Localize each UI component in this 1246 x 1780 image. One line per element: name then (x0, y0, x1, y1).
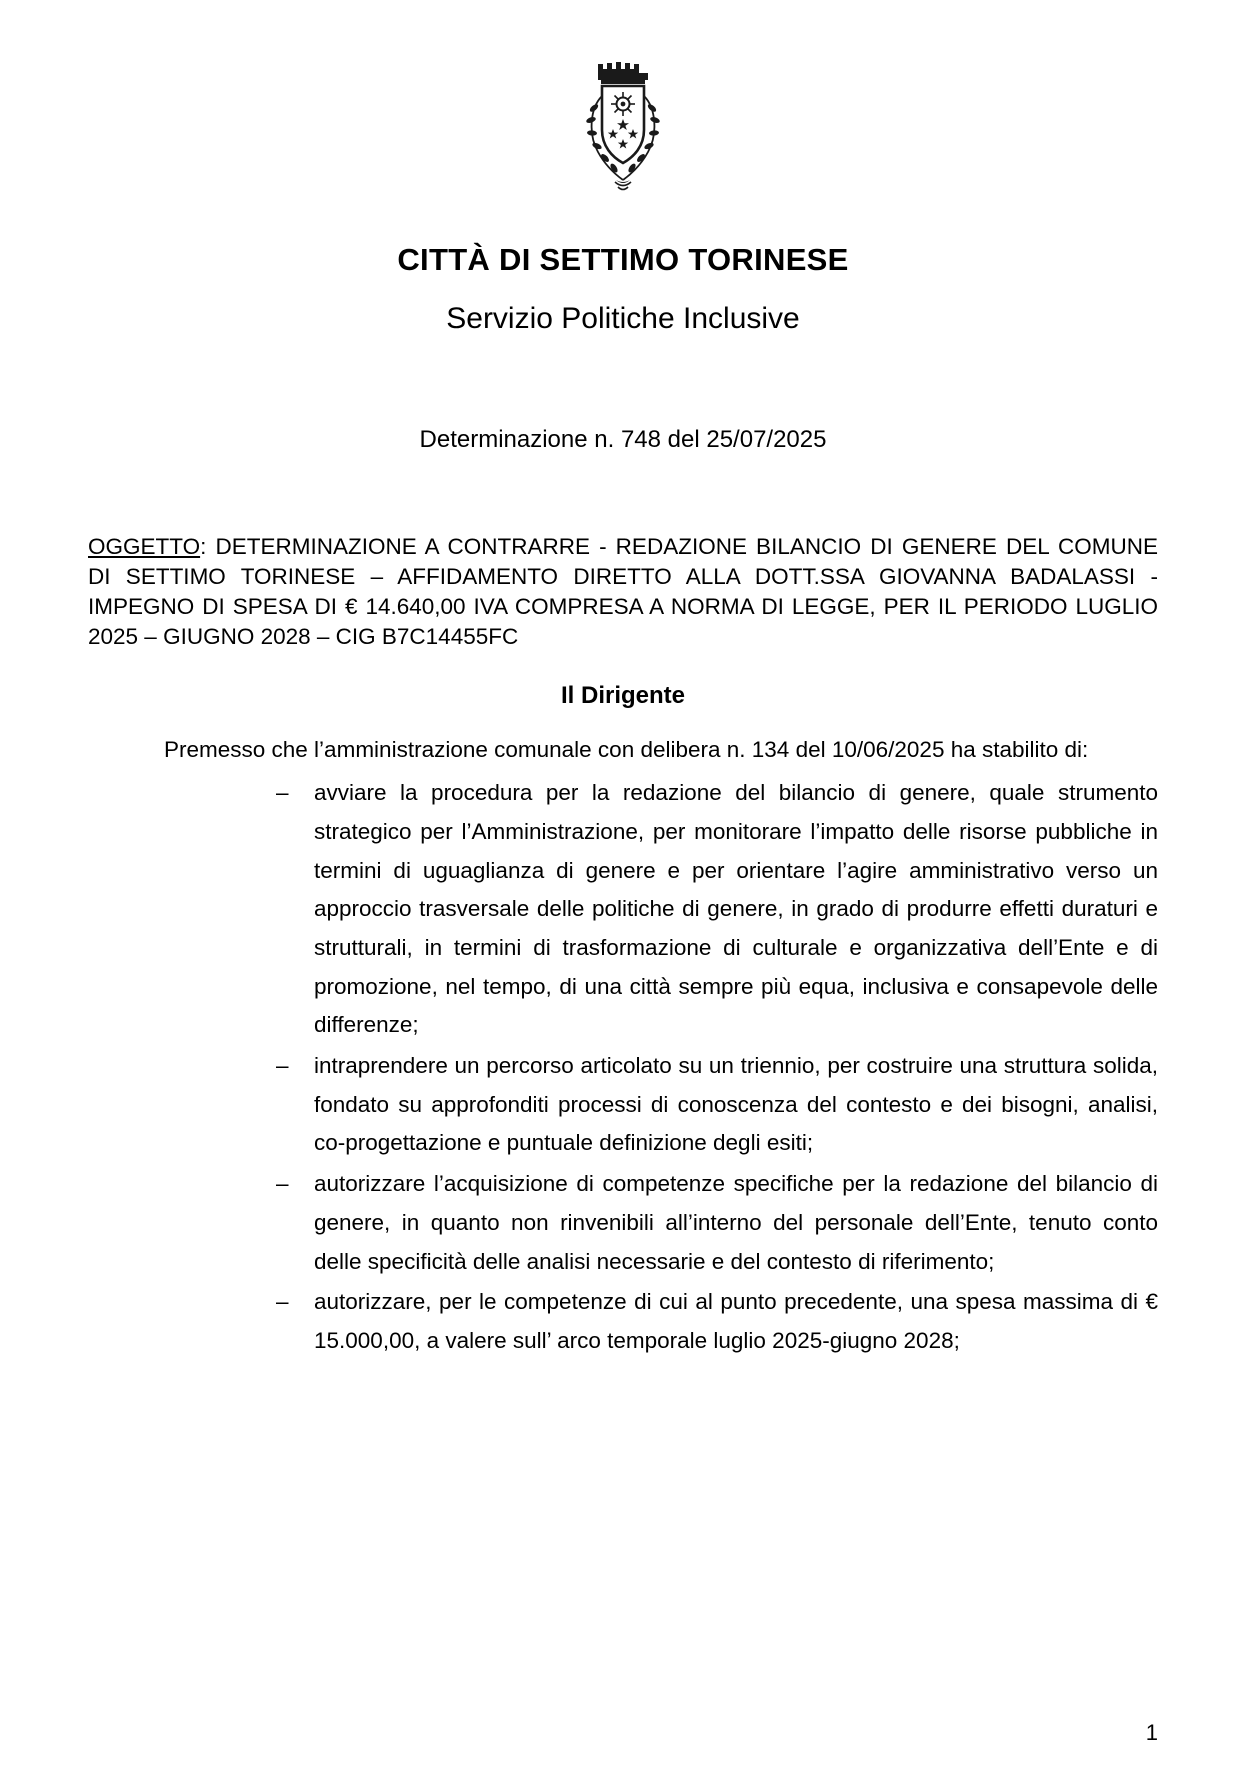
dash-marker: – (276, 1053, 289, 1079)
premesso-paragraph (88, 732, 1158, 768)
list-item-text: autorizzare, per le competenze di cui al punto precedente, una spesa massima di € 15.000,00, a valere sull’ arco temporale luglio 2025-giugno 2028; (314, 1289, 1158, 1353)
dash-marker: – (276, 1171, 289, 1197)
city-coat-of-arms-icon (568, 56, 678, 206)
list-item (276, 1165, 1158, 1281)
dash-marker: – (276, 1289, 289, 1315)
list-item (276, 774, 1158, 1045)
service-title: Servizio Politiche Inclusive (446, 301, 800, 335)
page-title: CITTÀ DI SETTIMO TORINESE (397, 242, 849, 277)
list-item-text: autorizzare l’acquisizione di competenze specifiche per la redazione del bilancio di genere, in quanto non rinvenibili all’interno del personale dell’Ente, tenuto conto delle specificità delle analisi necessarie e del contesto di riferimento; (314, 1171, 1158, 1274)
oggetto-text: : DETERMINAZIONE A CONTRARRE - REDAZIONE BILANCIO DI GENERE DEL COMUNE DI SETTIMO TORINESE – AFFIDAMENTO DIRETTO ALLA DOTT.SSA GIOVANNA BADALASSI - IMPEGNO DI SPESA DI € 14.640,00 IVA COMPRESA A NORMA DI LEGGE, PER IL PERIODO LUGLIO 2025 – GIUGNO 2028 – CIG B7C14455FC (88, 534, 1158, 649)
dash-marker: – (276, 780, 289, 806)
premesso-text: Premesso che l’amministrazione comunale con delibera n. 134 del 10/06/2025 ha stabilito di: (164, 736, 1089, 762)
page-number: 1 (1145, 1720, 1158, 1745)
decisions-list (88, 774, 1158, 1360)
oggetto-paragraph (88, 532, 1158, 652)
list-item (276, 1047, 1158, 1163)
determination-line: Determinazione n. 748 del 25/07/2025 (419, 426, 827, 454)
list-item-text: avviare la procedura per la redazione del bilancio di genere, quale strumento strategico per l’Amministrazione, per monitorare l’impatto delle risorse pubbliche in termini di uguaglianza di genere e per orientare l’agire amministrativo verso un approccio trasversale delle politiche di genere, in grado di produrre effetti duraturi e strutturali, in termini di trasformazione di culturale e organizzativa dell’Ente e di promozione, nel tempo, di una città sempre più equa, inclusiva e consapevole delle differenze; (314, 780, 1158, 1038)
list-item (276, 1283, 1158, 1360)
oggetto-label: OGGETTO (88, 534, 201, 560)
crest-container (88, 56, 1158, 206)
section-heading-dirigente: Il Dirigente (560, 681, 686, 709)
list-item-text: intraprendere un percorso articolato su un triennio, per costruire una struttura solida, fondato su approfonditi processi di conoscenza del contesto e dei bisogni, analisi, co-progettazione e puntuale definizione degli esiti; (314, 1053, 1158, 1156)
